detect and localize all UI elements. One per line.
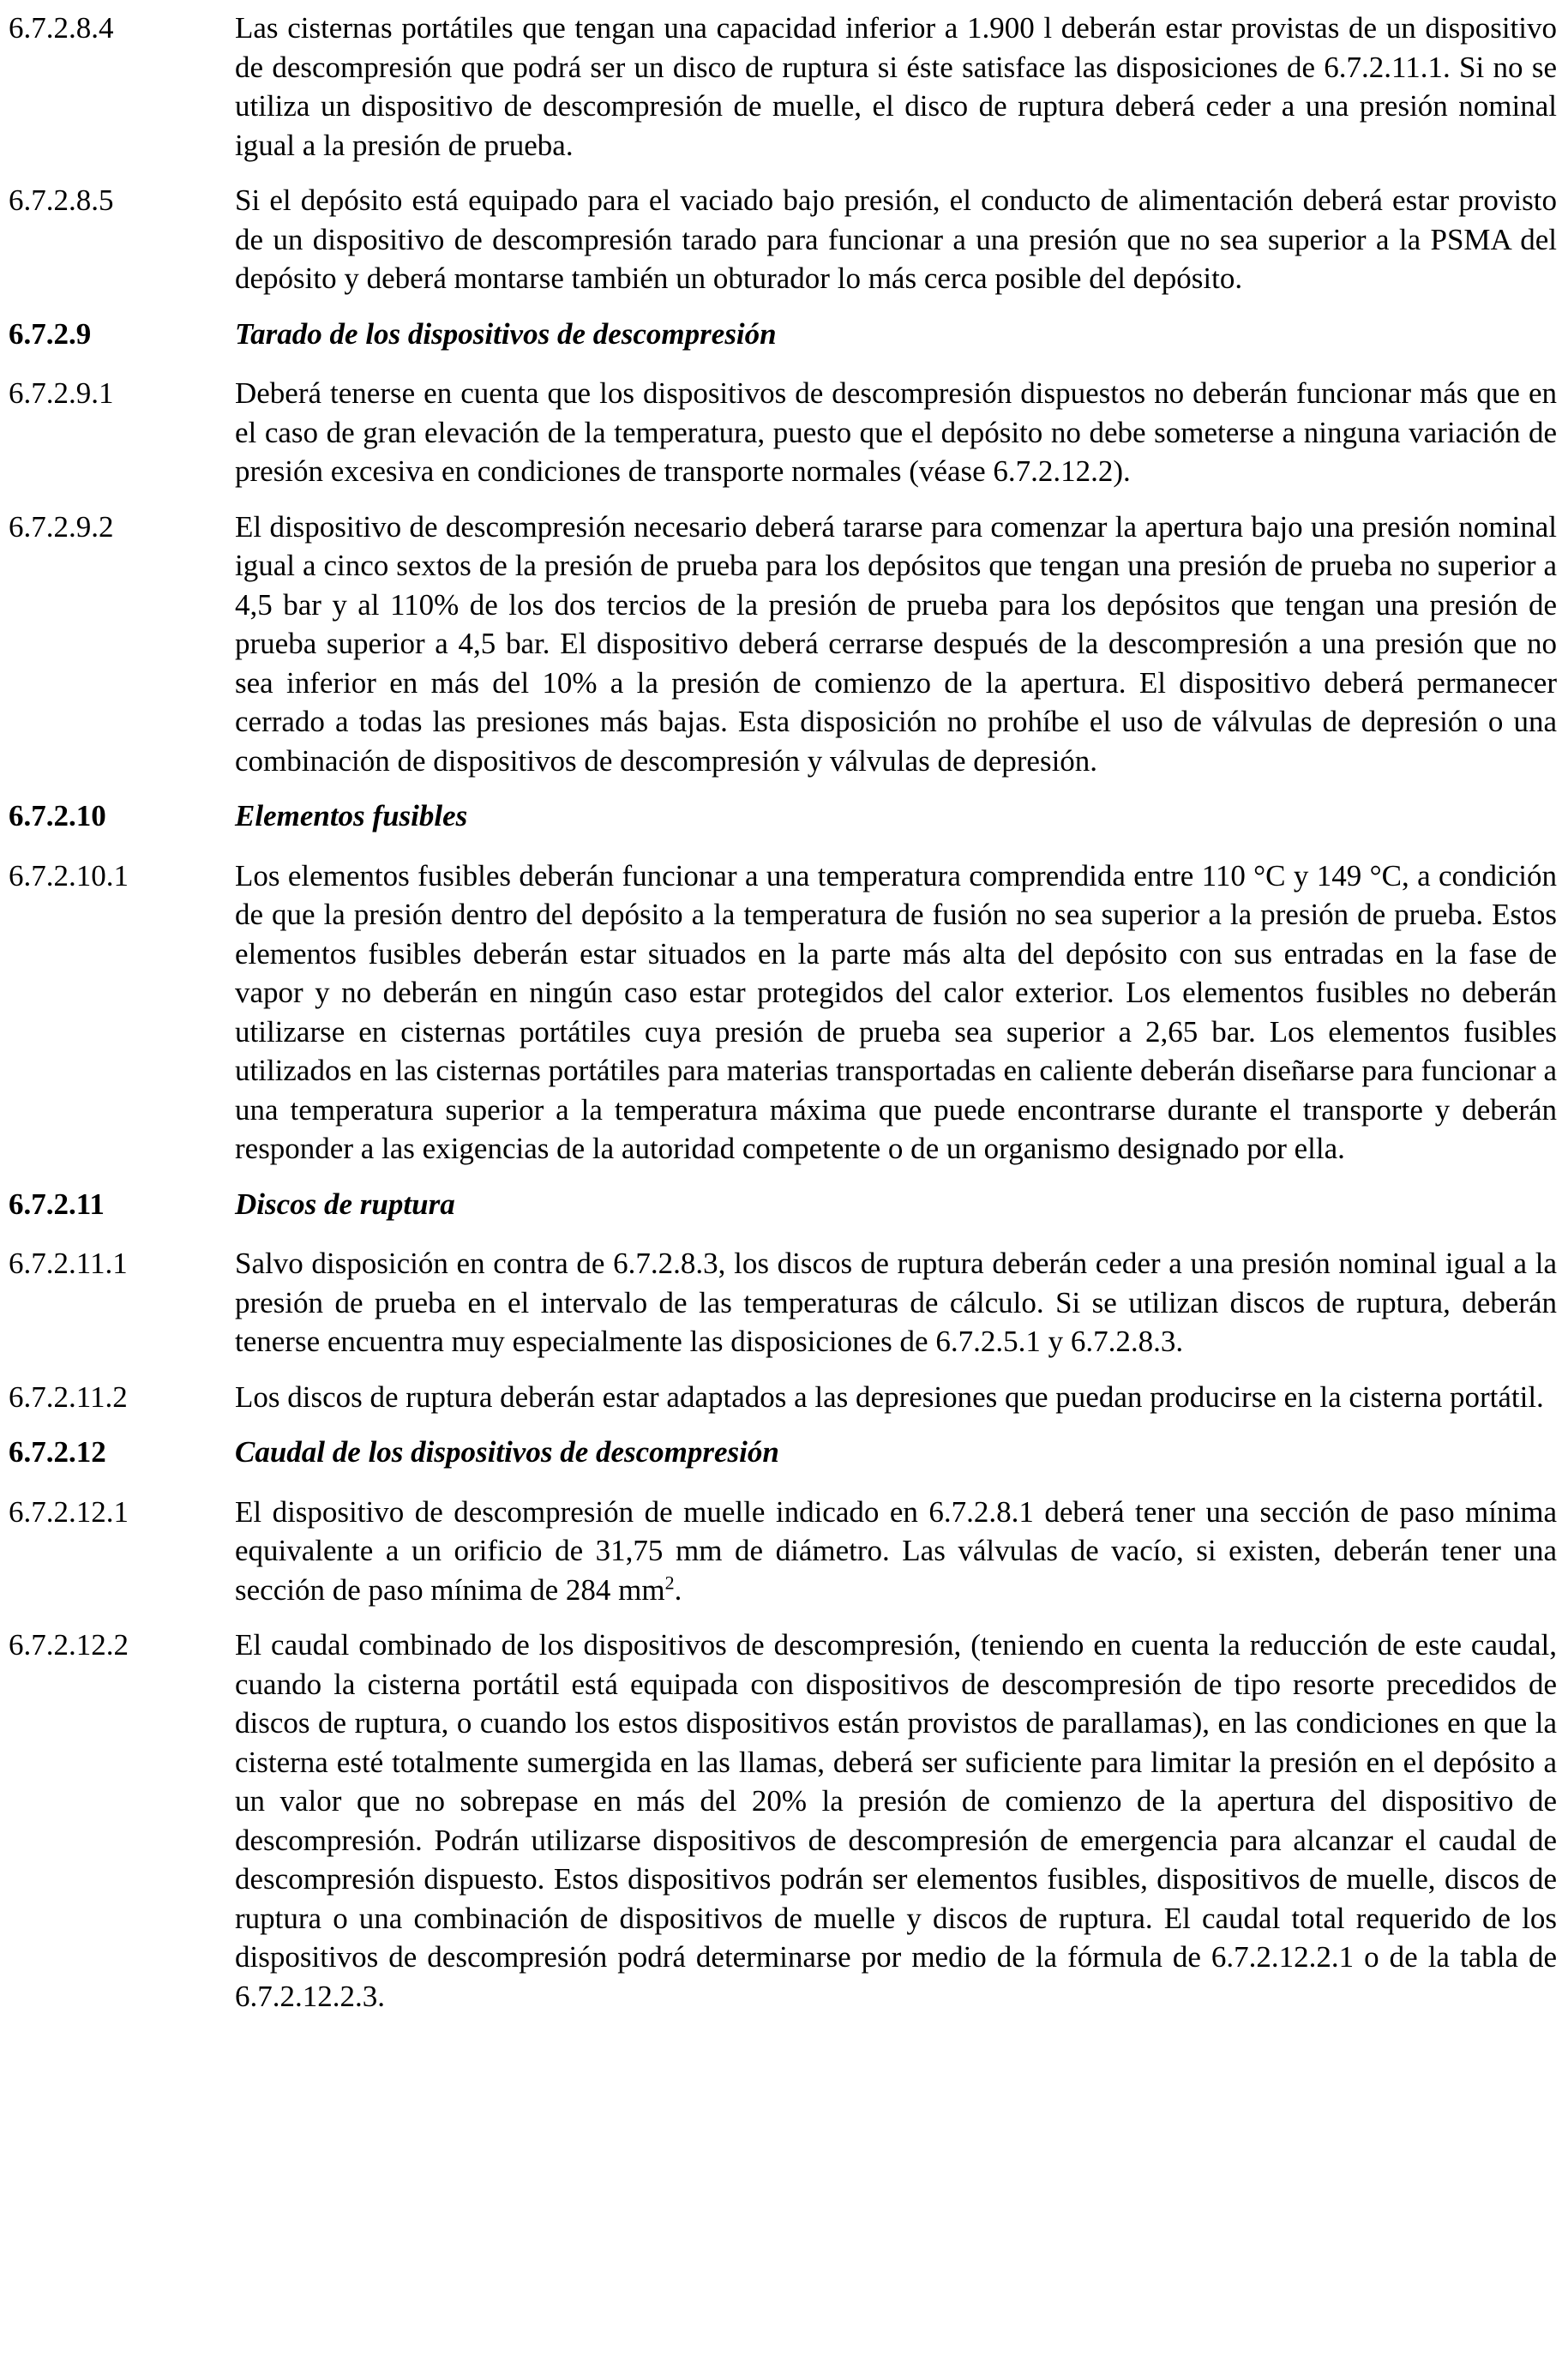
section-heading-6-7-2-9 xyxy=(9,315,1557,354)
paragraph-6-7-2-11-1 xyxy=(9,1244,1557,1361)
document-page xyxy=(9,0,1557,2032)
paragraph-text: Deberá tenerse en cuenta que los dispositivos de descompresión dispuestos no deberán funcionar más que en el caso de gran elevación de la temperatura, puesto que el depósito no debe someterse a ninguna variación de presión excesiva en condiciones de transporte normales (véase 6.7.2.12.2). xyxy=(235,376,1557,488)
section-title: Caudal de los dispositivos de descompresión xyxy=(235,1435,779,1469)
paragraph-number: 6.7.2.10.1 xyxy=(9,858,129,892)
paragraph-text: El caudal combinado de los dispositivos de descompresión, (teniendo en cuenta la reducción de este caudal, cuando la cisterna portátil está equipada con dispositivos de descompresión de tipo resorte precedidos de discos de ruptura, o cuando los estos dispositivos están provistos de parallamas), en las condiciones en que la cisterna esté totalmente sumergida en las llamas, deberá ser suficiente para limitar la presión en el depósito a un valor que no sobrepase en más del 20% la presión de comienzo de la apertura del dispositivo de descompresión. Podrán utilizarse dispositivos de descompresión de emergencia para alcanzar el caudal de descompresión dispuesto. Estos dispositivos podrán ser elementos fusibles, dispositivos de muelle, discos de ruptura o una combinación de dispositivos de muelle y discos de ruptura. El caudal total requerido de los dispositivos de descompresión podrá determinarse por medio de la fórmula de 6.7.2.12.2.1 o de la tabla de 6.7.2.12.2.3. xyxy=(235,1628,1557,2013)
section-title: Elementos fusibles xyxy=(235,799,468,832)
paragraph-6-7-2-11-2 xyxy=(9,1378,1557,1417)
paragraph-text: El dispositivo de descompresión necesario deberá tararse para comenzar la apertura bajo una presión nominal igual a cinco sextos de la presión de prueba para los depósitos que tengan una presión de prueba no superior a 4,5 bar y al 110% de los dos tercios de la presión de prueba para los depósitos que tengan una presión de prueba superior a 4,5 bar. El dispositivo deberá cerrarse después de la descompresión a una presión que no sea inferior en más del 10% a la presión de comienzo de la apertura. El dispositivo deberá permanecer cerrado a todas las presiones más bajas. Esta disposición no prohíbe el uso de válvulas de depresión o una combinación de dispositivos de descompresión y válvulas de depresión. xyxy=(235,509,1557,778)
paragraph-number: 6.7.2.12.2 xyxy=(9,1628,129,1662)
paragraph-number: 6.7.2.11.1 xyxy=(9,1247,128,1280)
paragraph-text: Las cisternas portátiles que tengan una capacidad inferior a 1.900 l deberán estar provistas de un dispositivo de descompresión que podrá ser un disco de ruptura si éste satisface las disposiciones de 6.7.2.11.1. Si no se utiliza un dispositivo de descompresión de muelle, el disco de ruptura deberá ceder a una presión nominal igual a la presión de prueba. xyxy=(235,11,1557,162)
paragraph-number: 6.7.2.11.2 xyxy=(9,1379,128,1414)
section-number: 6.7.2.12 xyxy=(9,1435,106,1469)
section-title: Discos de ruptura xyxy=(235,1187,455,1221)
paragraph-6-7-2-8-4 xyxy=(9,9,1557,165)
paragraph-6-7-2-8-5 xyxy=(9,181,1557,298)
section-number: 6.7.2.11 xyxy=(9,1187,105,1221)
paragraph-6-7-2-10-1 xyxy=(9,856,1557,1169)
paragraph-text: El dispositivo de descompresión de muelle indicado en 6.7.2.8.1 deberá tener una sección de paso mínima equivalente a un orificio de 31,75 mm de diámetro. Las válvulas de vacío, si existen, deberán tener una sección de paso mínima de 284 mm xyxy=(235,1494,1557,1607)
paragraph-6-7-2-12-2 xyxy=(9,1626,1557,2016)
section-title: Tarado de los dispositivos de descompresión xyxy=(235,316,777,351)
section-number: 6.7.2.9 xyxy=(9,316,92,351)
section-heading-6-7-2-10 xyxy=(9,796,1557,836)
paragraph-text-tail: . xyxy=(674,1572,682,1607)
paragraph-text: Los elementos fusibles deberán funcionar a una temperatura comprendida entre 110 °C y 149 °C, a condición de que la presión dentro del depósito a la temperatura de fusión no sea superior a la presión de prueba. Estos elementos fusibles deberán estar situados en la parte más alta del depósito con sus entradas en la fase de vapor y no deberán en ningún caso estar protegidos del calor exterior. Los elementos fusibles no deberán utilizarse en cisternas portátiles cuya presión de prueba sea superior a 2,65 bar. Los elementos fusibles utilizados en las cisternas portátiles para materias transportadas en caliente deberán diseñarse para funcionar a una temperatura superior a la temperatura máxima que puede encontrarse durante el transporte y deberán responder a las exigencias de la autoridad competente o de un organismo designado por ella. xyxy=(235,858,1557,1165)
superscript-exponent: 2 xyxy=(664,1571,675,1593)
paragraph-number: 6.7.2.12.1 xyxy=(9,1494,129,1529)
paragraph-text: Si el depósito está equipado para el vaciado bajo presión, el conducto de alimentación deberá estar provisto de un dispositivo de descompresión tarado para funcionar a una presión que no sea superior a la PSMA del depósito y deberá montarse también un obturador lo más cerca posible del depósito. xyxy=(235,183,1557,295)
paragraph-number: 6.7.2.8.5 xyxy=(9,183,114,217)
section-heading-6-7-2-11 xyxy=(9,1185,1557,1224)
paragraph-text: Salvo disposición en contra de 6.7.2.8.3, los discos de ruptura deberán ceder a una presión nominal igual a la presión de prueba en el intervalo de las temperaturas de cálculo. Si se utilizan discos de ruptura, deberán tenerse encuentra muy especialmente las disposiciones de 6.7.2.5.1 y 6.7.2.8.3. xyxy=(235,1247,1557,1358)
paragraph-number: 6.7.2.9.1 xyxy=(9,376,114,410)
paragraph-number: 6.7.2.8.4 xyxy=(9,11,114,45)
paragraph-6-7-2-9-1 xyxy=(9,374,1557,491)
paragraph-6-7-2-12-1 xyxy=(9,1493,1557,1610)
section-heading-6-7-2-12 xyxy=(9,1433,1557,1472)
paragraph-number: 6.7.2.9.2 xyxy=(9,509,114,544)
paragraph-text-container xyxy=(235,1493,1557,1610)
paragraph-text: Los discos de ruptura deberán estar adaptados a las depresiones que puedan producirse en la cisterna portátil. xyxy=(235,1379,1544,1414)
section-number: 6.7.2.10 xyxy=(9,799,106,832)
paragraph-6-7-2-9-2 xyxy=(9,508,1557,781)
